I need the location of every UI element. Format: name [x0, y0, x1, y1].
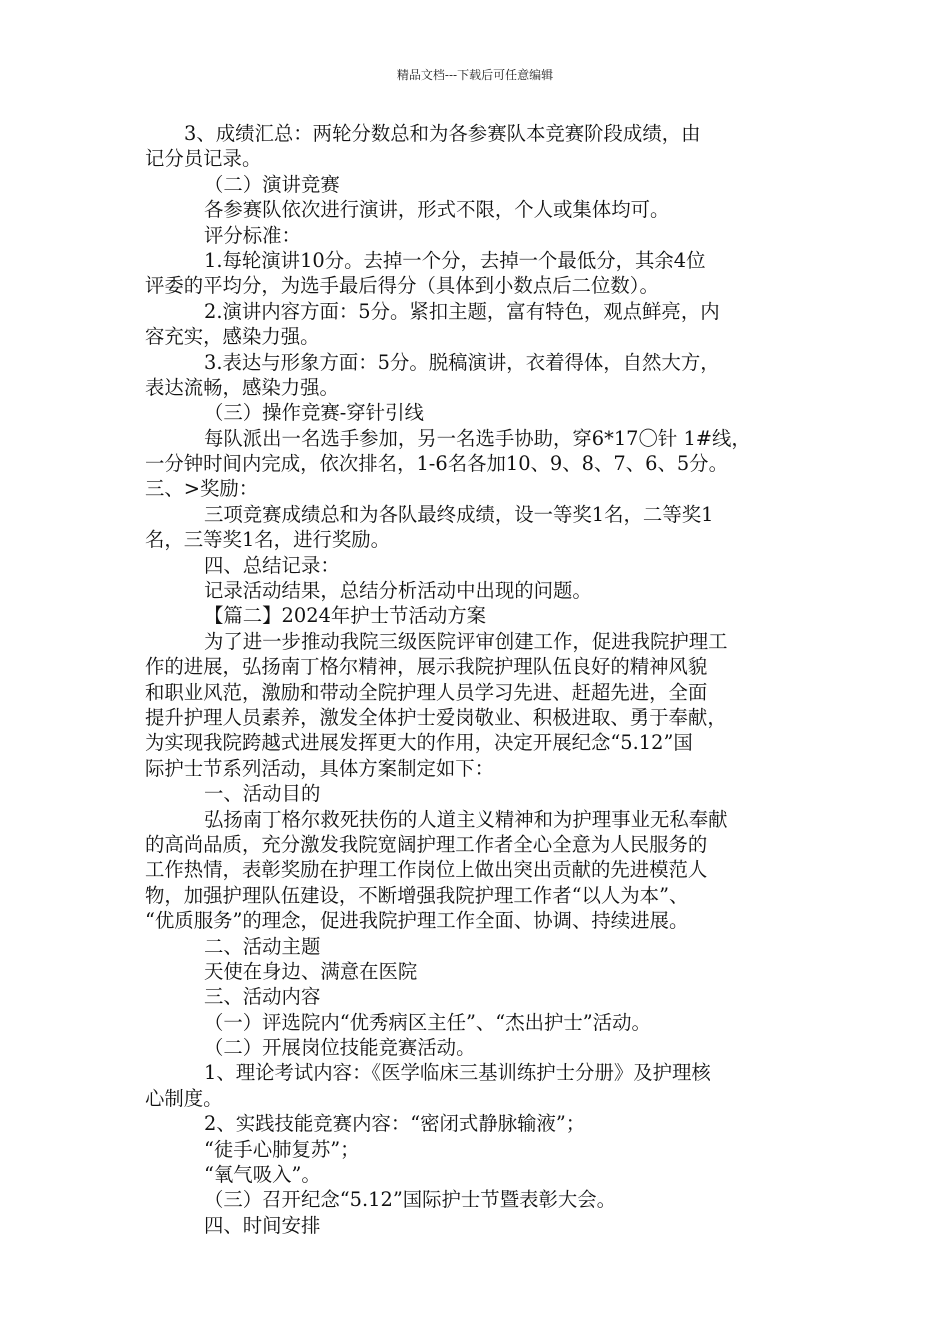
paragraph-line: 记录活动结果，总结分析活动中出现的问题。 [204, 579, 592, 603]
paragraph-line: 各参赛队依次进行演讲，形式不限，个人或集体均可。 [204, 198, 670, 222]
paragraph-line: 一分钟时间内完成，依次排名，1-6名各加10、9、8、7、6、5分。 [145, 452, 728, 476]
chapter-heading: 【篇二】2024年护士节活动方案 [204, 604, 487, 628]
paragraph-line: 2.演讲内容方面：5分。紧扣主题，富有特色，观点鲜亮，内 [204, 299, 720, 323]
page-header: 精品文档---下载后可任意编辑 [396, 68, 554, 82]
section-heading: （三）操作竞赛-穿针引线 [204, 401, 424, 425]
paragraph-line: 评委的平均分，为选手最后得分（具体到小数点后二位数）。 [145, 274, 659, 298]
paragraph-line: “徒手心肺复苏”； [204, 1137, 360, 1161]
paragraph-line: （三）召开纪念“5.12”国际护士节暨表彰大会。 [204, 1188, 617, 1212]
document-body [145, 121, 815, 1238]
paragraph-line: 物，加强护理队伍建设，不断增强我院护理工作者“以人为本”、 [145, 883, 689, 907]
paragraph-line: 容充实，感染力强。 [145, 325, 320, 349]
paragraph-line: 记分员记录。 [145, 147, 262, 171]
paragraph-line: 为了进一步推动我院三级医院评审创建工作，促进我院护理工 [204, 629, 728, 653]
paragraph-line: 心制度。 [145, 1086, 223, 1110]
paragraph-line: 3、成绩汇总：两轮分数总和为各参赛队本竞赛阶段成绩，由 [184, 122, 701, 145]
paragraph-line: 名，三等奖1名，进行奖励。 [145, 528, 391, 552]
paragraph-line: 1、理论考试内容：《医学临床三基训练护士分册》及护理核 [204, 1061, 711, 1085]
paragraph-line: 为实现我院跨越式进展发挥更大的作用，决定开展纪念“5.12”国 [145, 731, 693, 755]
paragraph-line: 工作热情，表彰奖励在护理工作岗位上做出突出贡献的先进模范人 [145, 858, 708, 882]
section-heading: 四、总结记录： [204, 553, 340, 577]
paragraph-line: 和职业风范，激励和带动全院护理人员学习先进、赶超先进，全面 [145, 680, 708, 704]
paragraph-line: 表达流畅，感染力强。 [145, 375, 339, 399]
paragraph-line: 三项竞赛成绩总和为各队最终成绩，设一等奖1名，二等奖1 [204, 502, 714, 526]
section-heading: 二、活动主题 [204, 934, 321, 958]
paragraph-line: 提升护理人员素养，激发全体护士爱岗敬业、积极进取、勇于奉献， [145, 705, 727, 729]
paragraph-line: 际护士节系列活动，具体方案制定如下： [145, 756, 495, 780]
paragraph-line: “优质服务”的理念，促进我院护理工作全面、协调、持续进展。 [145, 909, 689, 933]
paragraph-line: （一）评选院内“优秀病区主任”、“杰出护士”活动。 [204, 1010, 651, 1034]
section-heading: 三、活动内容 [204, 985, 321, 1009]
paragraph-line: “氧气吸入”。 [204, 1163, 321, 1187]
section-heading: 一、活动目的 [204, 782, 321, 806]
section-heading: 四、时间安排 [204, 1213, 321, 1237]
paragraph-line: 作的进展，弘扬南丁格尔精神，展示我院护理队伍良好的精神风貌 [145, 655, 708, 679]
paragraph-line: （二）开展岗位技能竞赛活动。 [204, 1036, 476, 1060]
paragraph-line: 每队派出一名选手参加，另一名选手协助，穿6*17〇针 1#线， [204, 426, 751, 450]
paragraph-line: 3.表达与形象方面：5分。脱稿演讲，衣着得体，自然大方， [204, 350, 720, 374]
paragraph-line: 2、实践技能竞赛内容：“密闭式静脉输液”； [204, 1112, 586, 1136]
paragraph-line: 天使在身边、满意在医院 [204, 959, 418, 983]
paragraph-line: 的高尚品质，充分激发我院宽阔护理工作者全心全意为人民服务的 [145, 832, 708, 856]
section-heading: 三、>奖励： [145, 477, 259, 501]
section-heading: （二）演讲竞赛 [204, 172, 340, 196]
paragraph-line: 1.每轮演讲10分。去掉一个分，去掉一个最低分，其余4位 [204, 248, 706, 272]
paragraph-line: 弘扬南丁格尔救死扶伤的人道主义精神和为护理事业无私奉献 [204, 807, 728, 831]
paragraph-line: 评分标准： [204, 223, 301, 247]
